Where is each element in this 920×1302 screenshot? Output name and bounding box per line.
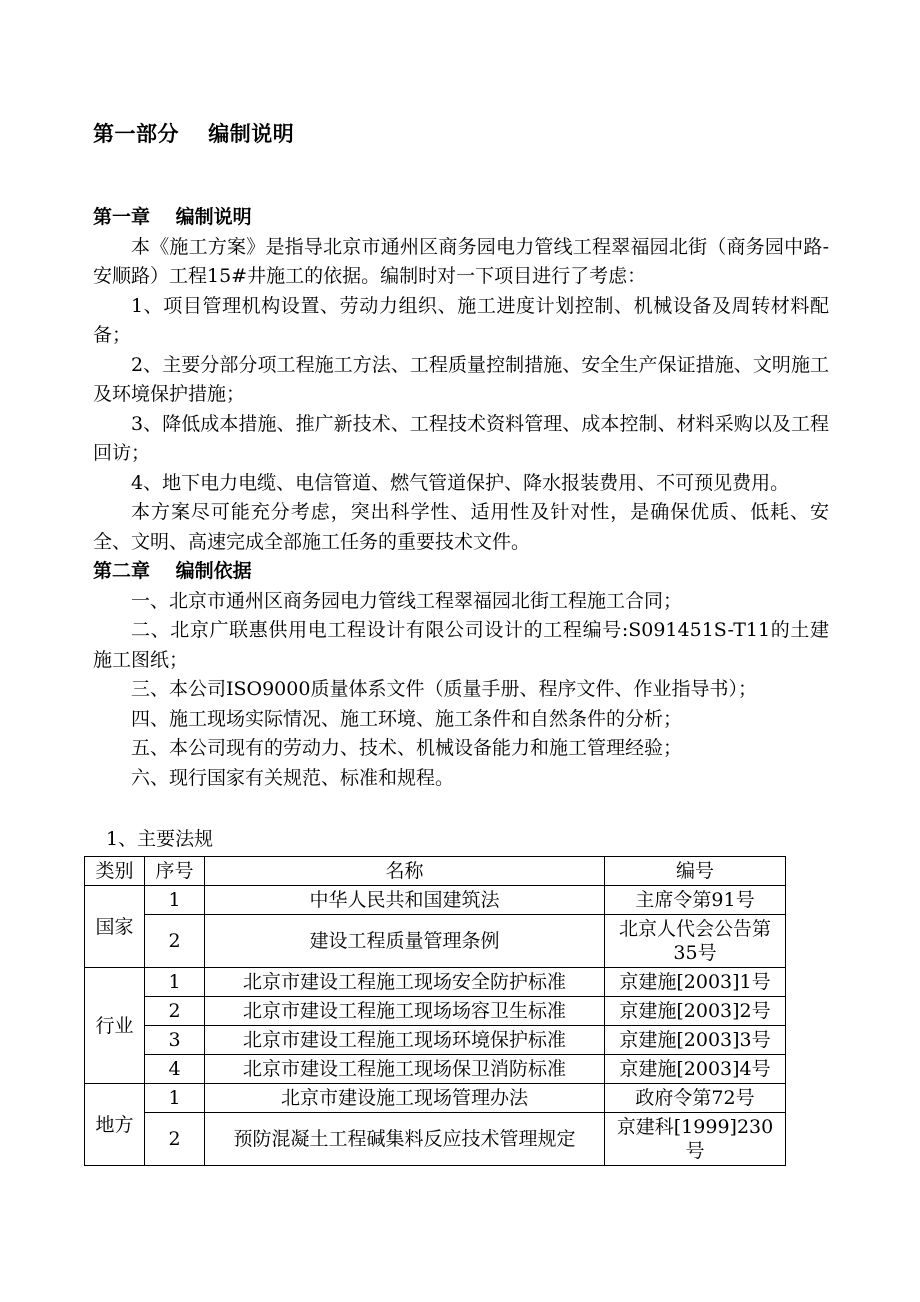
code-cell: 主席令第91号 xyxy=(605,886,786,915)
name-cell: 建设工程质量管理条例 xyxy=(205,915,605,968)
header-category: 类别 xyxy=(85,857,145,886)
table-row xyxy=(85,915,786,968)
chapter-2-paragraph: 五、本公司现有的劳动力、技术、机械设备能力和施工管理经验； xyxy=(131,737,683,759)
name-cell: 北京市建设施工现场管理办法 xyxy=(205,1084,605,1113)
code-cell: 京建施[2003]1号 xyxy=(605,968,786,997)
seq-cell: 1 xyxy=(145,886,205,915)
header-seq: 序号 xyxy=(145,857,205,886)
table-row xyxy=(85,1055,786,1084)
chapter-1-paragraph: 本方案尽可能充分考虑，突出科学性、适用性及针对性，是确保优质、低耗、安全、文明、高速完成全部施工任务的重要技术文件。 xyxy=(93,501,829,553)
chapter-1-paragraph: 4、地下电力电缆、电信管道、燃气管道保护、降水报装费用、不可预见费用。 xyxy=(131,471,790,494)
category-cell: 行业 xyxy=(85,968,145,1084)
category-cell: 国家 xyxy=(85,886,145,968)
code-cell: 北京人代会公告第35号 xyxy=(605,915,786,968)
chapter-2-paragraph: 一、北京市通州区商务园电力管线工程翠福园北街工程施工合同； xyxy=(131,589,683,612)
code-cell: 京建施[2003]4号 xyxy=(605,1055,786,1084)
name-cell: 中华人民共和国建筑法 xyxy=(205,886,605,915)
table-row xyxy=(85,886,786,915)
table-header-row xyxy=(85,857,786,886)
header-code: 编号 xyxy=(605,857,786,886)
code-cell: 京建施[2003]3号 xyxy=(605,1026,786,1055)
table-row xyxy=(85,1113,786,1166)
code-cell: 政府令第72号 xyxy=(605,1084,786,1113)
table-row xyxy=(85,968,786,997)
chapter-2-title: 第二章 编制依据 xyxy=(93,560,252,582)
laws-heading: 1、主要法规 xyxy=(106,828,214,850)
name-cell: 北京市建设工程施工现场安全防护标准 xyxy=(205,968,605,997)
table-row xyxy=(85,1026,786,1055)
chapter-1-paragraph: 2、主要分部分项工程施工方法、工程质量控制措施、安全生产保证措施、文明施工及环境保护措施； xyxy=(93,353,829,405)
seq-cell: 3 xyxy=(145,1026,205,1055)
seq-cell: 1 xyxy=(145,968,205,997)
chapter-1-paragraph: 3、降低成本措施、推广新技术、工程技术资料管理、成本控制、材料采购以及工程回访； xyxy=(93,412,829,464)
name-cell: 北京市建设工程施工现场环境保护标准 xyxy=(205,1026,605,1055)
chapter-1-paragraph: 1、项目管理机构设置、劳动力组织、施工进度计划控制、机械设备及周转材料配备； xyxy=(93,294,829,346)
seq-cell: 4 xyxy=(145,1055,205,1084)
category-cell: 地方 xyxy=(85,1084,145,1166)
part-title: 第一部分 编制说明 xyxy=(93,122,295,146)
body-section xyxy=(93,203,829,793)
chapter-2-paragraph: 三、本公司ISO9000质量体系文件（质量手册、程序文件、作业指导书）； xyxy=(131,678,757,700)
chapter-2-paragraph: 四、施工现场实际情况、施工环境、施工条件和自然条件的分析； xyxy=(131,707,683,730)
name-cell: 北京市建设工程施工现场场容卫生标准 xyxy=(205,997,605,1026)
seq-cell: 2 xyxy=(145,915,205,968)
seq-cell: 2 xyxy=(145,997,205,1026)
code-cell: 京建施[2003]2号 xyxy=(605,997,786,1026)
chapter-1-paragraph: 本《施工方案》是指导北京市通州区商务园电力管线工程翠福园北街（商务园中路-安顺路）工程15#井施工的依据。编制时对一下项目进行了考虑： xyxy=(93,235,829,287)
name-cell: 北京市建设工程施工现场保卫消防标准 xyxy=(205,1055,605,1084)
chapter-2-paragraph: 二、北京广联惠供用电工程设计有限公司设计的工程编号:S091451S-T11的土建施工图纸； xyxy=(93,619,829,671)
laws-table xyxy=(84,856,786,1166)
chapter-2-paragraph: 六、现行国家有关规范、标准和规程。 xyxy=(131,766,455,789)
seq-cell: 2 xyxy=(145,1113,205,1166)
chapter-1-title: 第一章 编制说明 xyxy=(93,206,252,228)
table-row xyxy=(85,1084,786,1113)
name-cell: 预防混凝土工程碱集料反应技术管理规定 xyxy=(205,1113,605,1166)
code-cell: 京建科[1999]230号 xyxy=(605,1113,786,1166)
table-row xyxy=(85,997,786,1026)
header-name: 名称 xyxy=(205,857,605,886)
seq-cell: 1 xyxy=(145,1084,205,1113)
